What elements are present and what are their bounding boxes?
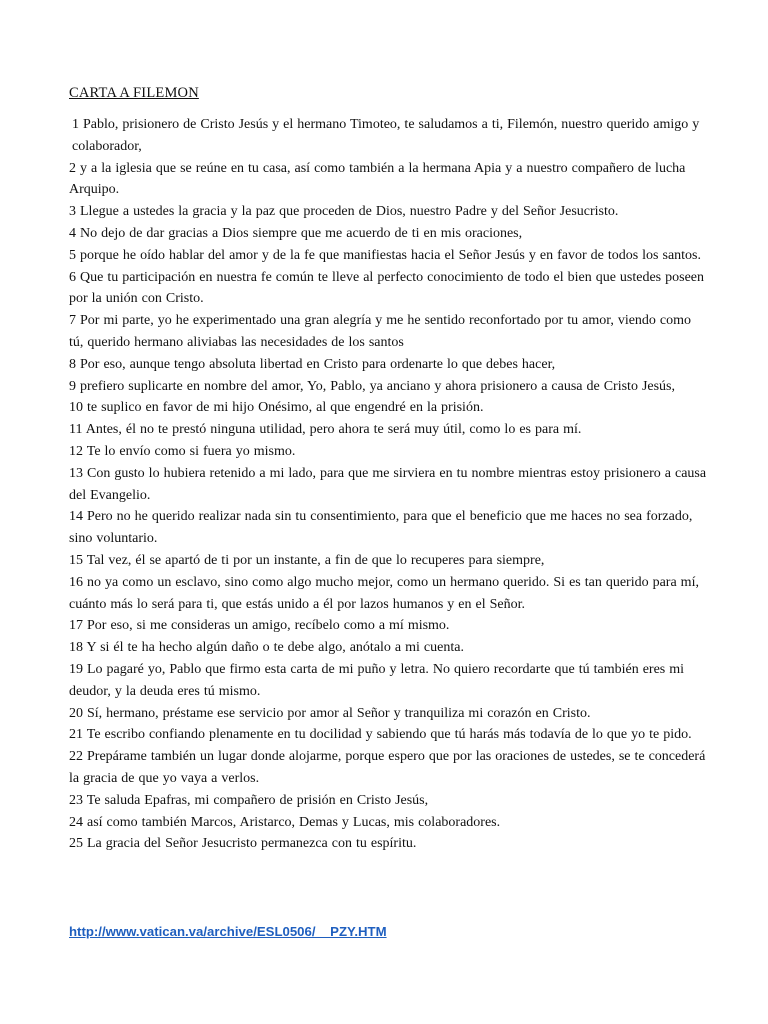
verse-24: 24 así como también Marcos, Aristarco, Demas y Lucas, mis colaboradores. (69, 814, 501, 830)
verse-21: 21 Te escribo confiando plenamente en tu docilidad y sabiendo que tú harás más todavía de lo que yo te pido. (69, 727, 692, 743)
verse-11: 11 Antes, él no te prestó ninguna utilidad, pero ahora te será muy útil, como lo es para mí. (69, 422, 582, 438)
verse-8: 8 Por eso, aunque tengo absoluta libertad en Cristo para ordenarte lo que debes hacer, (69, 356, 556, 372)
verse-20: 20 Sí, hermano, préstame ese servicio por amor al Señor y tranquiliza mi corazón en Cristo. (69, 705, 591, 721)
verse-7: 7 Por mi parte, yo he experimentado una gran alegría y me he sentido reconfortado por tu amor, viendo como tú, querido hermano aliviabas las necesidades de los santos (69, 313, 692, 350)
verse-6: 6 Que tu participación en nuestra fe común te lleve al perfecto conocimiento de todo el bien que ustedes poseen por la unión con Cristo. (69, 269, 704, 307)
verse-13: 13 Con gusto lo hubiera retenido a mi lado, para que me sirviera en tu nombre mientras estoy prisionero a causa del Evangelio. (69, 465, 707, 503)
verse-9: 9 prefiero suplicarte en nombre del amor, Yo, Pablo, ya anciano y ahora prisionero a causa de Cristo Jesús, (69, 378, 675, 394)
verse-18: 18 Y si él te ha hecho algún daño o te debe algo, anótalo a mi cuenta. (69, 640, 464, 656)
verse-22: 22 Prepárame también un lugar donde alojarme, porque espero que por las oraciones de ustedes, se te concederá la gracia de que yo vaya a verlos. (69, 749, 706, 786)
verse-16: 16 no ya como un esclavo, sino como algo mucho mejor, como un hermano querido. Si es tan querido para mí, cuánto más lo será para ti, que estás unido a él por lazos humanos y en el Señor. (69, 574, 699, 612)
document-title: CARTA A FILEMON (69, 85, 199, 101)
verse-list (69, 114, 709, 855)
verse-14: 14 Pero no he querido realizar nada sin tu consentimiento, para que el beneficio que me haces no sea forzado, sino voluntario. (69, 509, 693, 547)
verse-10: 10 te suplico en favor de mi hijo Onésimo, al que engendré en la prisión. (69, 400, 484, 416)
verse-19: 19 Lo pagaré yo, Pablo que firmo esta carta de mi puño y letra. No quiero recordarte que tú también eres mi deudor, y la deuda eres tú mismo. (69, 661, 685, 699)
verse-5: 5 porque he oído hablar del amor y de la fe que manifiestas hacia el Señor Jesús y en favor de todos los santos. (69, 247, 701, 263)
verse-12: 12 Te lo envío como si fuera yo mismo. (69, 443, 296, 459)
verse-4: 4 No dejo de dar gracias a Dios siempre que me acuerdo de ti en mis oraciones, (69, 225, 523, 241)
verse-17: 17 Por eso, si me consideras un amigo, recíbelo como a mí mismo. (69, 618, 450, 634)
verse-23: 23 Te saluda Epafras, mi compañero de prisión en Cristo Jesús, (69, 792, 429, 808)
verse-15: 15 Tal vez, él se apartó de ti por un instante, a fin de que lo recuperes para siempre, (69, 552, 545, 568)
verse-25: 25 La gracia del Señor Jesucristo permanezca con tu espíritu. (69, 836, 417, 852)
verse-1: 1 Pablo, prisionero de Cristo Jesús y el hermano Timoteo, te saludamos a ti, Filemón, nuestro querido amigo y colaborador, (72, 117, 700, 154)
verse-2: 2 y a la iglesia que se reúne en tu casa, así como también a la hermana Apia y a nuestro compañero de lucha Arquipo. (69, 160, 686, 198)
verse-3: 3 Llegue a ustedes la gracia y la paz que proceden de Dios, nuestro Padre y del Señor Jesucristo. (69, 204, 619, 220)
source-link[interactable]: http://www.vatican.va/archive/ESL0506/__PZY.HTM (69, 924, 387, 939)
